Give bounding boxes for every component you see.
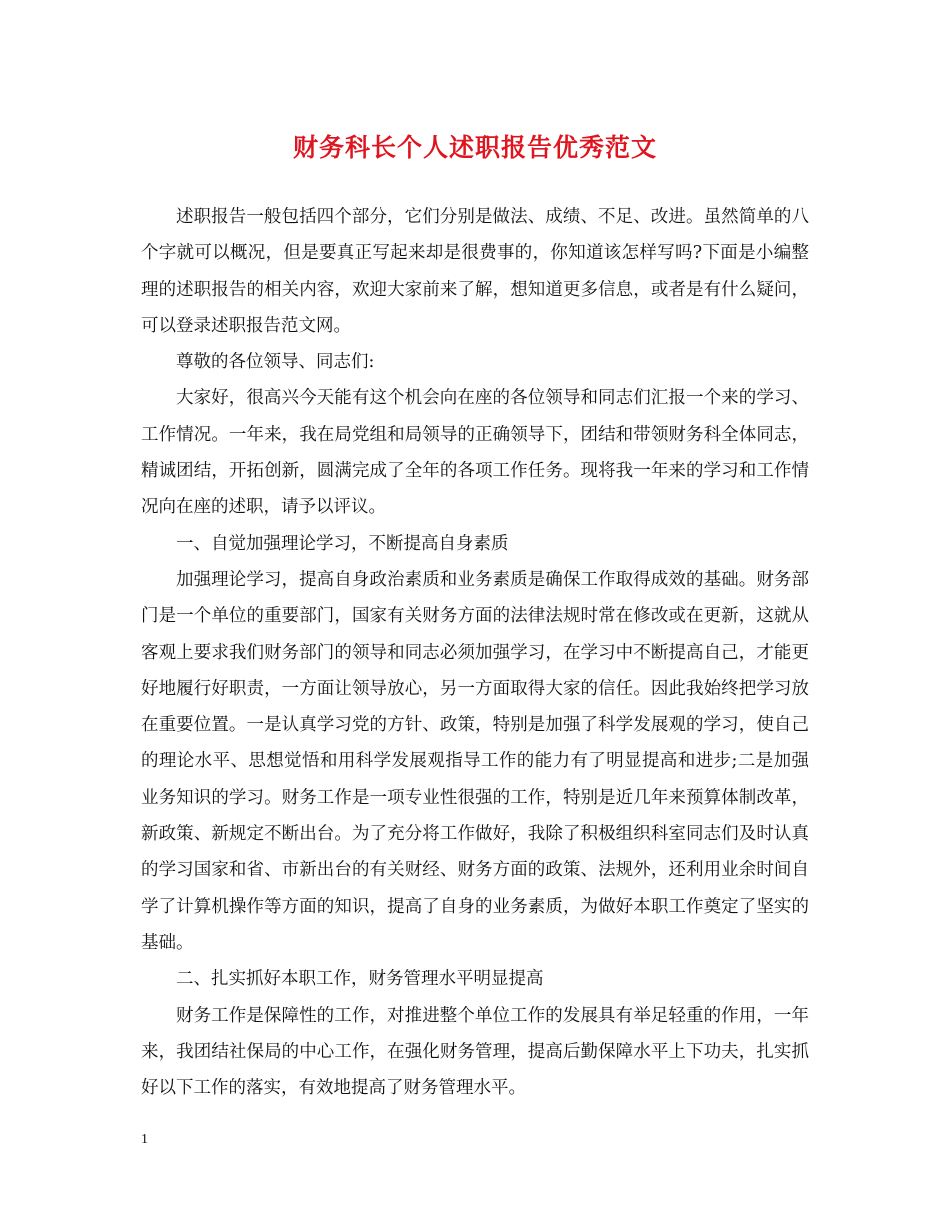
document-body: [141, 199, 809, 1106]
section-heading-1: 一、自觉加强理论学习，不断提高自身素质: [176, 533, 509, 554]
section-heading-2: 二、扎实抓好本职工作，财务管理水平明显提高: [176, 969, 544, 990]
paragraph-section-2: 财务工作是保障性的工作，对推进整个单位工作的发展具有举足轻重的作用，一年来，我团结社保局的中心工作，在强化财务管理，提高后勤保障水平上下功夫，扎实抓好以下工作的落实，有效地提高了财务管理水平。: [141, 1005, 809, 1099]
paragraph-greeting: 大家好，很高兴今天能有这个机会向在座的各位领导和同志们汇报一个来的学习、工作情况。一年来，我在局党组和局领导的正确领导下，团结和带领财务科全体同志，精诚团结，开拓创新，圆满完成了全年的各项工作任务。现将我一年来的学习和工作情况向在座的述职，请予以评议。: [141, 388, 809, 518]
document-title: 财务科长个人述职报告优秀范文: [292, 133, 657, 162]
paragraph-salutation: 尊敬的各位领导、同志们:: [176, 352, 375, 373]
paragraph-intro: 述职报告一般包括四个部分，它们分别是做法、成绩、不足、改进。虽然简单的八个字就可以概况，但是要真正写起来却是很费事的，你知道该怎样写吗?下面是小编整理的述职报告的相关内容，欢迎大家前来了解，想知道更多信息，或者是有什么疑问，可以登录述职报告范文网。: [141, 207, 809, 336]
paragraph-section-1: 加强理论学习，提高自身政治素质和业务素质是确保工作取得成效的基础。财务部门是一个单位的重要部门，国家有关财务方面的法律法规时常在修改或在更新，这就从客观上要求我们财务部门的领导和同志必须加强学习，在学习中不断提高自己，才能更好地履行好职责，一方面让领导放心，另一方面取得大家的信任。因此我始终把学习放在重要位置。一是认真学习党的方针、政策，特别是加强了科学发展观的学习，使自己的理论水平、思想觉悟和用科学发展观指导工作的能力有了明显提高和进步;二是加强业务知识的学习。财务工作是一项专业性很强的工作，特别是近几年来预算体制改革，新政策、新规定不断出台。为了充分将工作做好，我除了积极组织科室同志们及时认真的学习国家和省、市新出台的有关财经、财务方面的政策、法规外，还利用业余时间自学了计算机操作等方面的知识，提高了自身的业务素质，为做好本职工作奠定了坚实的基础。: [141, 569, 809, 953]
page-number: 1: [141, 1132, 148, 1147]
